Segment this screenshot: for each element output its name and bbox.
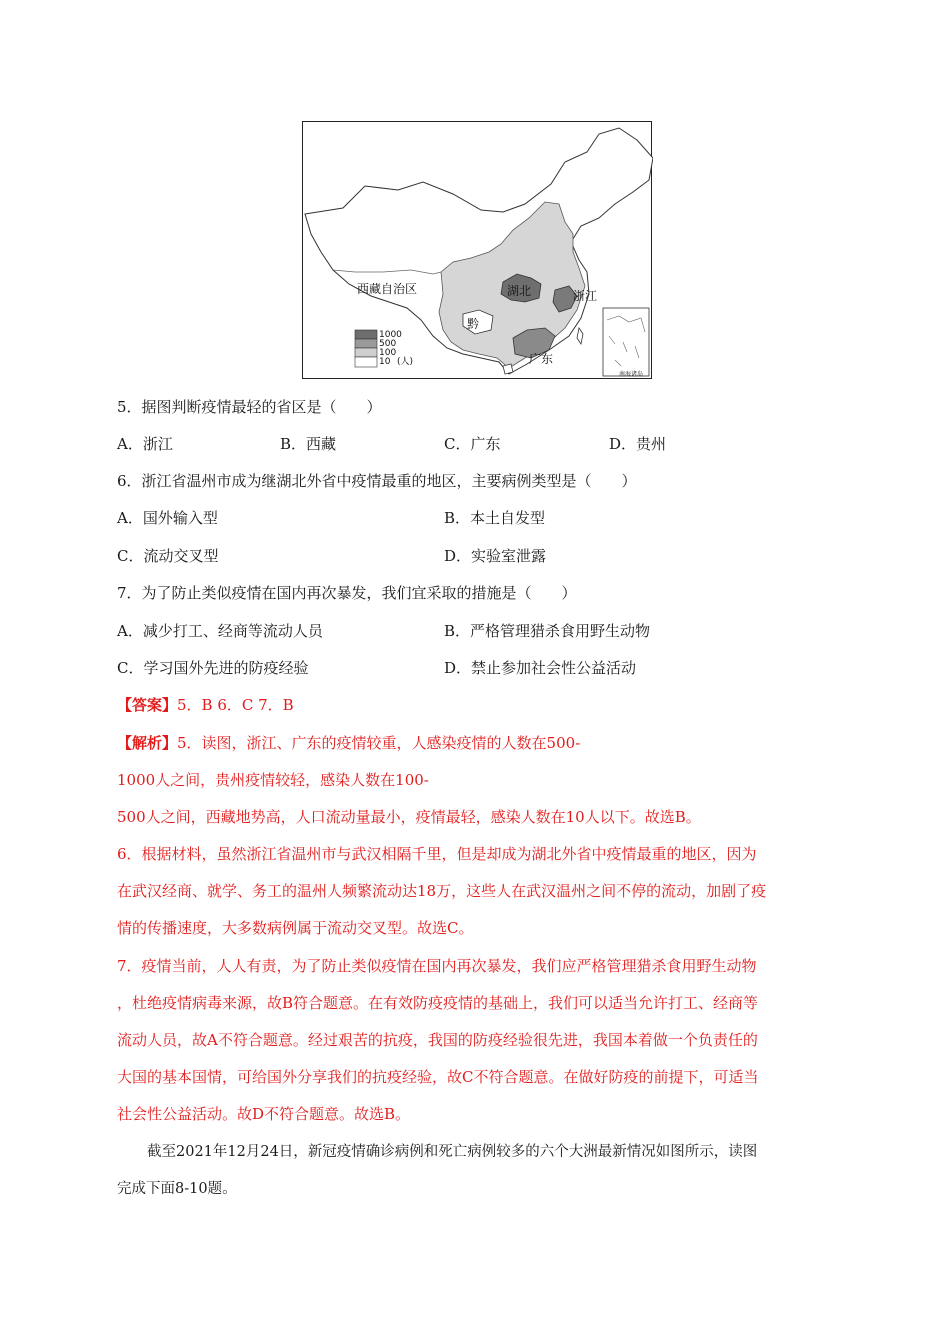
question-6-stem: 6．浙江省温州市成为继湖北外省中疫情最重的地区，主要病例类型是（ ） bbox=[117, 472, 637, 490]
q7-option-d: D．禁止参加社会性公益活动 bbox=[444, 659, 637, 677]
analysis-tag: 【解析】 bbox=[117, 734, 178, 752]
q6-option-a: A．国外输入型 bbox=[117, 509, 218, 527]
taiwan-island bbox=[577, 328, 583, 344]
legend-swatch-100 bbox=[355, 348, 377, 357]
question-7-stem: 7．为了防止类似疫情在国内再次暴发，我们宜采取的措施是（ ） bbox=[117, 584, 577, 602]
analysis-line-11: 社会性公益活动。故D不符合题意。故选B。 bbox=[117, 1105, 411, 1123]
q5-option-b: B．西藏 bbox=[280, 435, 337, 453]
analysis-line-2: 1000人之间，贵州疫情较轻，感染人数在100- bbox=[117, 771, 429, 789]
q6-option-b: B．本土自发型 bbox=[444, 509, 546, 527]
answer-text: 5．B 6．C 7．B bbox=[177, 696, 294, 714]
q7-option-b: B．严格管理猎杀食用野生动物 bbox=[444, 622, 651, 640]
legend-label-500: 500 bbox=[379, 339, 397, 349]
analysis-line-3: 500人之间，西藏地势高，人口流动量最小，疫情最轻，感染人数在10人以下。故选B。 bbox=[117, 808, 701, 826]
legend-label-1000: 1000 bbox=[379, 330, 402, 340]
analysis-line-8: ，杜绝疫情病毒来源，故B符合题意。在有效防疫疫情的基础上，我们可以适当允许打工、经商等 bbox=[117, 994, 759, 1012]
q5-option-c: C．广东 bbox=[444, 435, 501, 453]
inset-box bbox=[603, 308, 649, 376]
q5-option-a: A．浙江 bbox=[117, 435, 173, 453]
label-guangdong: 广东 bbox=[529, 352, 554, 366]
china-epidemic-map bbox=[302, 121, 652, 379]
legend-swatch-500 bbox=[355, 339, 377, 348]
answer-line bbox=[117, 694, 294, 716]
label-inset: 南海诸岛 bbox=[619, 371, 644, 378]
q6-option-c: C．流动交叉型 bbox=[117, 547, 219, 565]
answer-tag: 【答案】 bbox=[117, 696, 178, 714]
q7-option-c: C．学习国外先进的防疫经验 bbox=[117, 659, 309, 677]
analysis-line-1 bbox=[117, 732, 580, 754]
analysis-line-10: 大国的基本国情，可给国外分享我们的抗疫经验，故C不符合题意。在做好防疫的前提下，可适当 bbox=[117, 1068, 759, 1086]
label-hubei: 湖北 bbox=[507, 284, 532, 298]
label-guizhou: 黔 bbox=[467, 317, 480, 331]
q7-option-a: A．减少打工、经商等流动人员 bbox=[117, 622, 323, 640]
analysis-line-4: 6．根据材料，虽然浙江省温州市与武汉相隔千里，但是却成为湖北外省中疫情最重的地区，因为 bbox=[117, 845, 757, 863]
q5-option-d: D．贵州 bbox=[609, 435, 667, 453]
intro-line-1: 截至2021年12月24日，新冠疫情确诊病例和死亡病例较多的六个大洲最新情况如图所示，读图 bbox=[147, 1144, 758, 1160]
analysis-line-5: 在武汉经商、就学、务工的温州人频繁流动达18万，这些人在武汉温州之间不停的流动，加剧了疫 bbox=[117, 882, 767, 900]
legend-swatch-10 bbox=[355, 357, 377, 367]
label-tibet: 西藏自治区 bbox=[357, 282, 418, 296]
analysis-text-1: 5．读图，浙江、广东的疫情较重，人感染疫情的人数在500- bbox=[177, 734, 581, 752]
legend-label-100: 100 bbox=[379, 348, 397, 358]
analysis-line-6: 情的传播速度，大多数病例属于流动交叉型。故选C。 bbox=[117, 919, 474, 937]
analysis-line-7: 7．疫情当前，人人有责，为了防止类似疫情在国内再次暴发，我们应严格管理猎杀食用野生动物 bbox=[117, 957, 757, 975]
china-map-svg bbox=[303, 122, 653, 380]
legend-label-10: 10 bbox=[379, 357, 391, 367]
analysis-line-9: 流动人员，故A不符合题意。经过艰苦的抗疫，我国的防疫经验很先进，我国本着做一个负责任的 bbox=[117, 1031, 758, 1049]
hainan-island bbox=[503, 364, 513, 374]
legend-unit: (人) bbox=[397, 357, 414, 367]
label-zhejiang: 浙江 bbox=[573, 289, 598, 303]
question-5-stem: 5．据图判断疫情最轻的省区是（ ） bbox=[117, 398, 382, 416]
intro-line-2: 完成下面8-10题。 bbox=[117, 1181, 237, 1197]
legend-swatch-1000 bbox=[355, 330, 377, 339]
q6-option-d: D．实验室泄露 bbox=[444, 547, 547, 565]
